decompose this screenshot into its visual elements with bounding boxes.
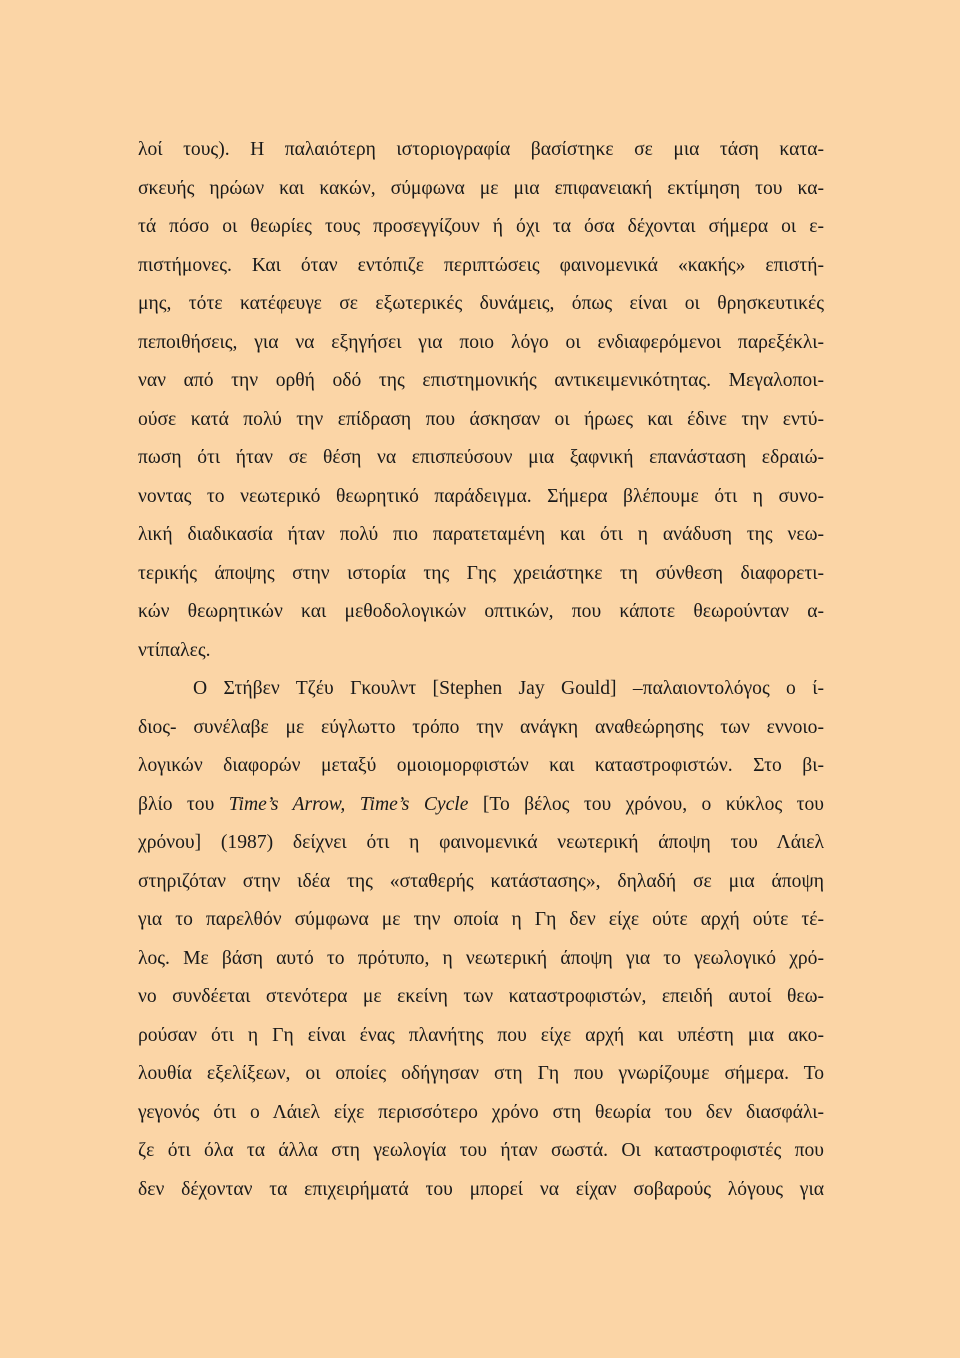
paragraph-1 [138,131,824,670]
text-line: λοί τους). Η παλαιότερη ιστοριογραφία βασίστηκε σε μια τάση κατα- [138,139,824,160]
text-line: ζε ότι όλα τα άλλα στη γεωλογία του ήταν σωστά. Οι καταστροφιστές που [138,1140,824,1161]
text-line: πιστήμονες. Και όταν εντόπιζε περιπτώσεις φαινομενικά «κακής» επιστή- [138,254,824,276]
text-line: τά πόσο οι θεωρίες τους προσεγγίζουν ή όχι τα όσα δέχονται σήμερα οι ε- [138,216,824,237]
text-line: χρόνου] (1987) δείχνει ότι η φαινομενικά νεωτερική άποψη του Λάιελ [138,832,824,853]
text-line: γεγονός ότι ο Λάιελ είχε περισσότερο χρόνο στη θεωρία του δεν διασφάλι- [138,1101,824,1123]
text-line-with-book-title [138,786,824,825]
text-line: τερικής άποψης στην ιστορία της Γης χρειάστηκε τη σύνθεση διαφορετι- [138,562,824,584]
text-line: ούσε κατά πολύ την επίδραση που άσκησαν οι ήρωες και έδινε την εντύ- [138,408,824,430]
text-line: στηριζόταν στην ιδέα της «σταθερής κατάστασης», δηλαδή σε μια άποψη [138,870,824,892]
text-line: πωση ότι ήταν σε θέση να επισπεύσουν μια ξαφνική επανάσταση εδραιώ- [138,447,824,468]
text-line: νοντας το νεωτερικό θεωρητικό παράδειγμα. Σήμερα βλέπουμε ότι η συνο- [138,485,824,507]
text-line: δεν δέχονταν τα επιχειρήματά του μπορεί να είχαν σοβαρούς λόγους για [138,1178,824,1200]
document-page [138,131,824,1209]
text-line: λογικών διαφορών μεταξύ ομοιομορφιστών και καταστροφιστών. Στο βι- [138,755,824,776]
paragraph-2 [138,670,824,1209]
text-line: κών θεωρητικών και μεθοδολογικών οπτικών, που κάποτε θεωρούνταν α- [138,601,824,622]
text-line: διος- συνέλαβε με εύγλωττο τρόπο την ανάγκη αναθεώρησης των εννοιο- [138,716,824,738]
text-line: Ο Στήβεν Τζέυ Γκουλντ [Stephen Jay Gould] –παλαιοντολόγος ο ί- [193,678,824,699]
text-line: λος. Με βάση αυτό το πρότυπο, η νεωτερική άποψη για το γεωλογικό χρό- [138,947,824,969]
text-line: πεποιθήσεις, για να εξηγήσει για ποιο λόγο οι ενδιαφερόμενοι παρεξέκλι- [138,331,824,353]
text-line: ντίπαλες. [138,639,211,661]
text-line: λουθία εξελίξεων, οι οποίες οδήγησαν στη Γη που γνωρίζουμε σήμερα. Το [138,1063,824,1084]
text-line: ναν από την ορθή οδό της επιστημονικής αντικειμενικότητας. Μεγαλοποι- [138,370,824,391]
text-line: σκευής ηρώων και κακών, σύμφωνα με μια επιφανειακή εκτίμηση του κα- [138,177,824,199]
text-line: ρούσαν ότι η Γη είναι ένας πλανήτης που είχε αρχή και υπέστη μια ακο- [138,1024,824,1046]
book-title: Time’s Arrow, Time’s Cycle [228,793,469,815]
text-line: νο συνδέεται στενότερα με εκείνη των καταστροφιστών, επειδή αυτοί θεω- [138,986,824,1007]
text-line: για το παρελθόν σύμφωνα με την οποία η Γη δεν είχε ούτε αρχή ούτε τέ- [138,909,824,930]
text-fragment: [Το βέλος του χρόνου, ο κύκλος του [468,793,824,815]
text-line: λική διαδικασία ήταν πολύ πιο παρατεταμένη και ότι η ανάδυση της νεω- [138,524,824,545]
text-fragment: βλίο του [138,793,229,815]
text-line: μης, τότε κατέφευγε σε εξωτερικές δυνάμεις, όπως είναι οι θρησκευτικές [138,293,824,314]
